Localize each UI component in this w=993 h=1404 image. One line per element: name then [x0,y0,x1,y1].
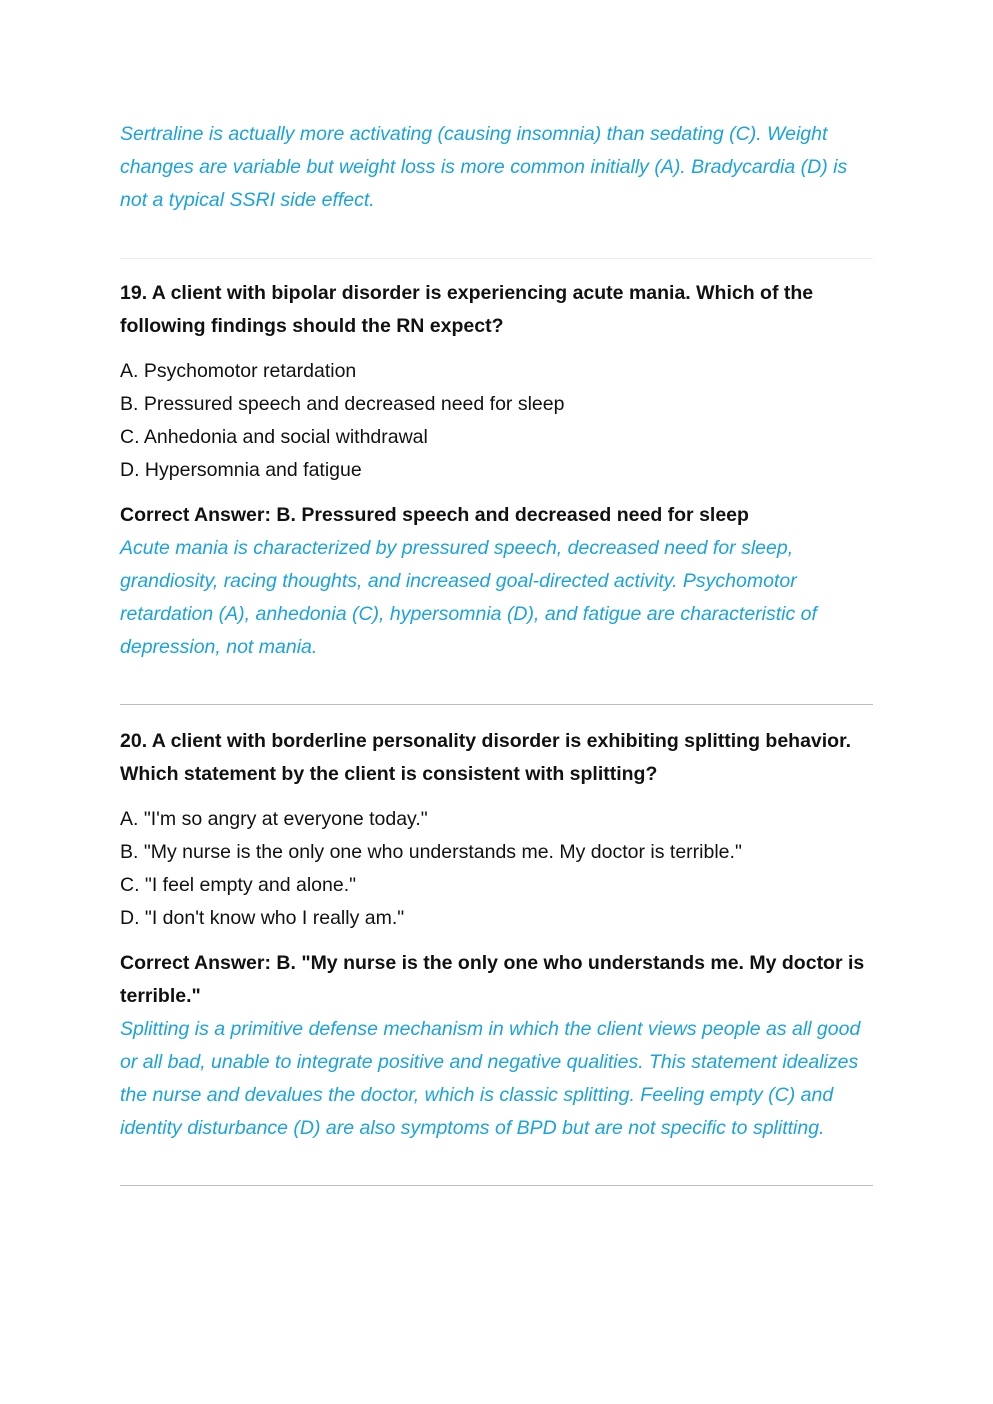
divider-20 [120,1185,873,1186]
intro-explanation: Sertraline is actually more activating (causing insomnia) than sedating (C). Weight changes are variable but weight loss is more common initially (A). Bradycardia (D) is not a typical SSRI side effect. [120,123,848,211]
option-a: A. "I'm so angry at everyone today." [120,808,428,830]
explanation-19: Acute mania is characterized by pressured speech, decreased need for sleep, grandiosity, racing thoughts, and increased goal-directed activity. Psychomotor retardation (A), anhedonia (C), hypersomnia (D), and fatigue are characteristic of depression, not mania. [120,537,817,658]
option-d: D. Hypersomnia and fatigue [120,459,362,481]
divider-top [120,258,873,259]
option-b: B. Pressured speech and decreased need for sleep [120,393,565,415]
correct-answer-20: Correct Answer: B. "My nurse is the only one who understands me. My doctor is terrible." [120,952,865,1007]
question-text-20: 20. A client with borderline personality disorder is exhibiting splitting behavior. Which statement by the client is consistent with splitting? [120,730,852,785]
question-text-19: 19. A client with bipolar disorder is experiencing acute mania. Which of the following findings should the RN expect? [120,282,814,337]
option-b: B. "My nurse is the only one who understands me. My doctor is terrible." [120,841,742,863]
question-block-20 [120,725,873,1145]
divider-19 [120,704,873,705]
option-c: C. Anhedonia and social withdrawal [120,426,428,448]
options-list-19 [120,355,873,487]
document-page [120,118,873,1206]
correct-answer-19: Correct Answer: B. Pressured speech and decreased need for sleep [120,504,749,526]
options-list-20 [120,803,873,935]
explanation-20: Splitting is a primitive defense mechanism in which the client views people as all good or all bad, unable to integrate positive and negative qualities. This statement idealizes the nurse and devalues the doctor, which is classic splitting. Feeling empty (C) and identity disturbance (D) are also symptoms of BPD but are not specific to splitting. [120,1018,861,1139]
option-d: D. "I don't know who I really am." [120,907,405,929]
question-block-19 [120,277,873,664]
option-c: C. "I feel empty and alone." [120,874,357,896]
option-a: A. Psychomotor retardation [120,360,357,382]
